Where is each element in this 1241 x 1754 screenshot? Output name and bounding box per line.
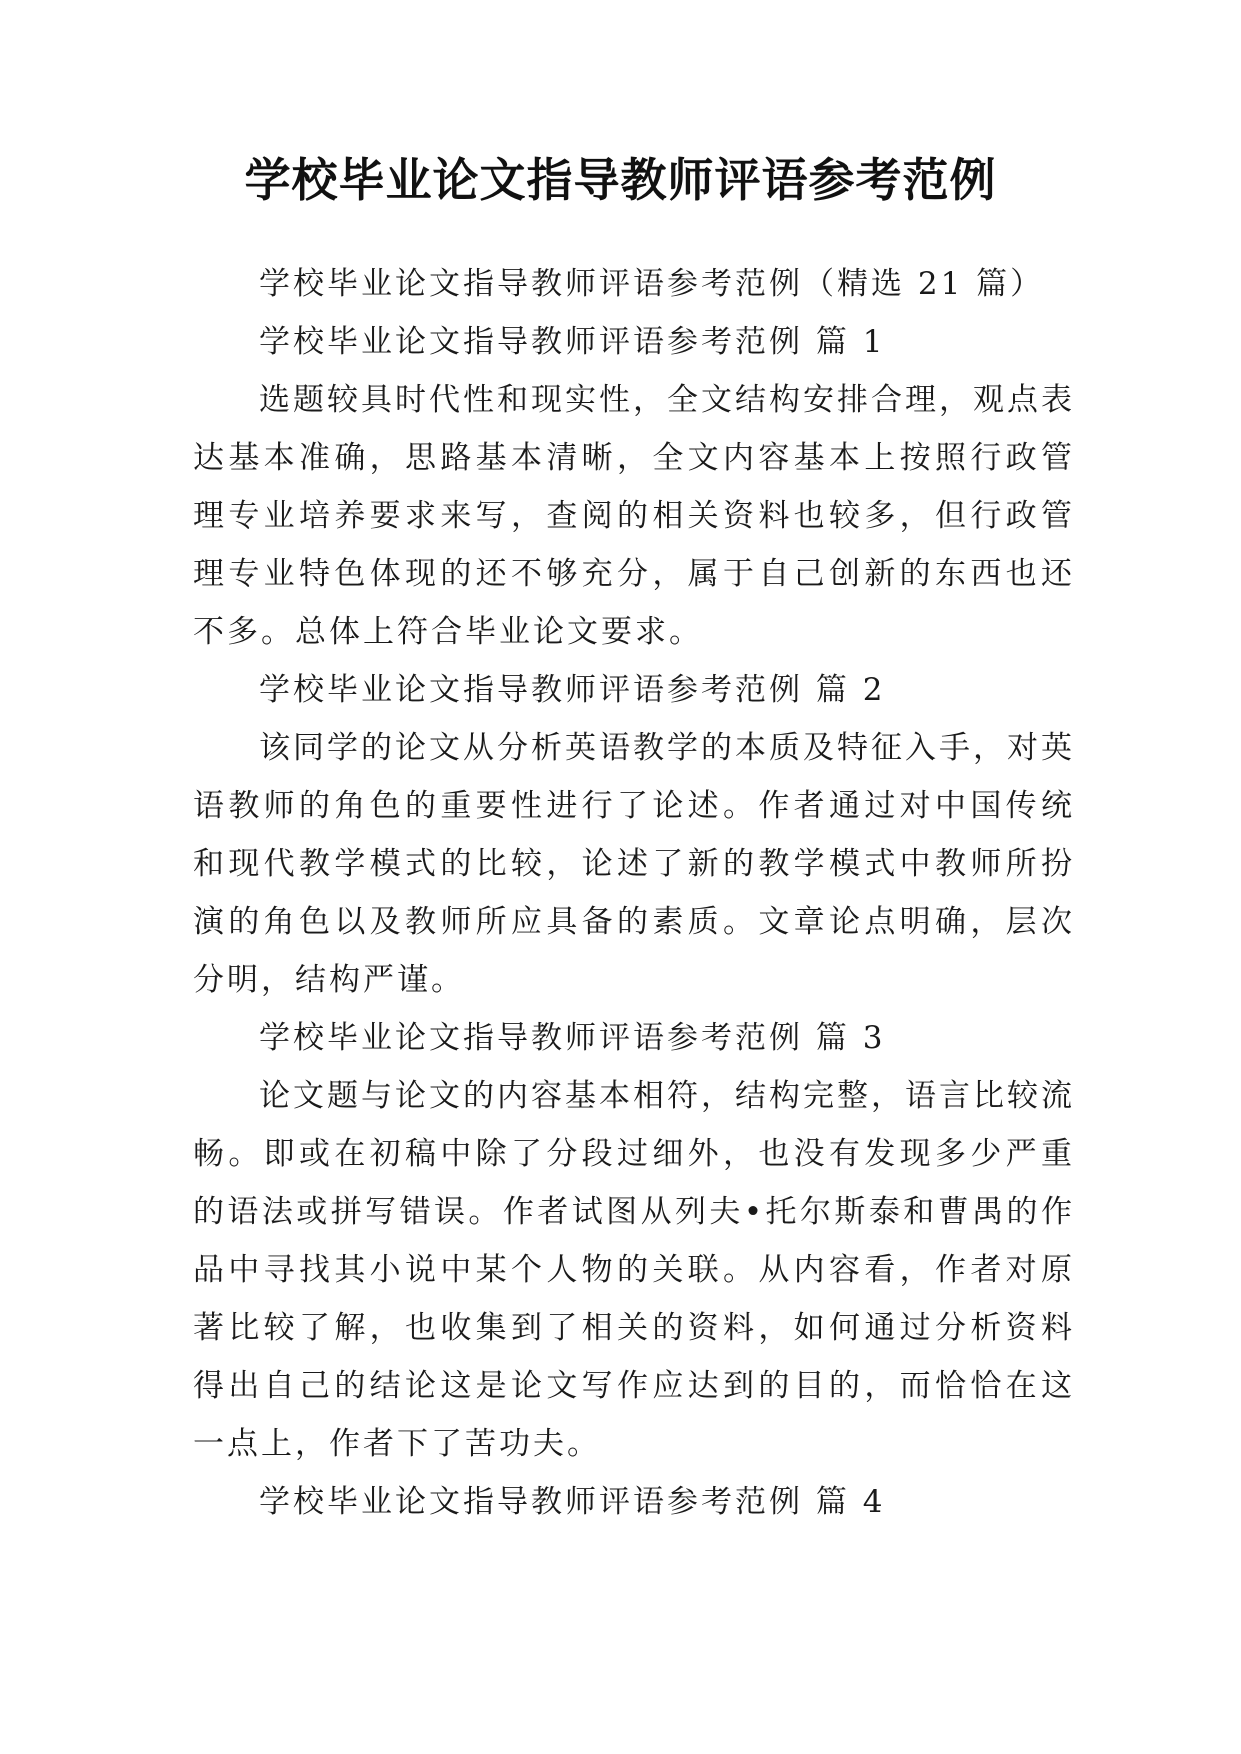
section-body-1: 选题较具时代性和现实性，全文结构安排合理，观点表达基本准确，思路基本清晰，全文内容基本上按照行政管理专业培养要求来写，查阅的相关资料也较多，但行政管理专业特色体现的还不够充分，属于自己创新的东西也还不多。总体上符合毕业论文要求。 [193,382,1075,650]
section-body-3: 论文题与论文的内容基本相符，结构完整，语言比较流畅。即或在初稿中除了分段过细外，也没有发现多少严重的语法或拼写错误。作者试图从列夫•托尔斯泰和曹禺的作品中寻找其小说中某个人物的关联。从内容看，作者对原著比较了解，也收集到了相关的资料，如何通过分析资料得出自己的结论这是论文写作应达到的目的，而恰恰在这一点上，作者下了苦功夫。 [193,1078,1075,1462]
section-heading-4: 学校毕业论文指导教师评语参考范例 篇 4 [259,1484,886,1520]
section-heading-1: 学校毕业论文指导教师评语参考范例 篇 1 [259,324,886,360]
section-heading-3: 学校毕业论文指导教师评语参考范例 篇 3 [259,1020,886,1056]
section-body-2: 该同学的论文从分析英语教学的本质及特征入手，对英语教师的角色的重要性进行了论述。作者通过对中国传统和现代教学模式的比较，论述了新的教学模式中教师所扮演的角色以及教师所应具备的素质。文章论点明确，层次分明，结构严谨。 [193,730,1075,998]
subtitle: 学校毕业论文指导教师评语参考范例（精选 21 篇） [259,266,1045,302]
page-title: 学校毕业论文指导教师评语参考范例 [244,153,997,207]
document-body [193,255,1075,1531]
section-heading-2: 学校毕业论文指导教师评语参考范例 篇 2 [259,672,886,708]
